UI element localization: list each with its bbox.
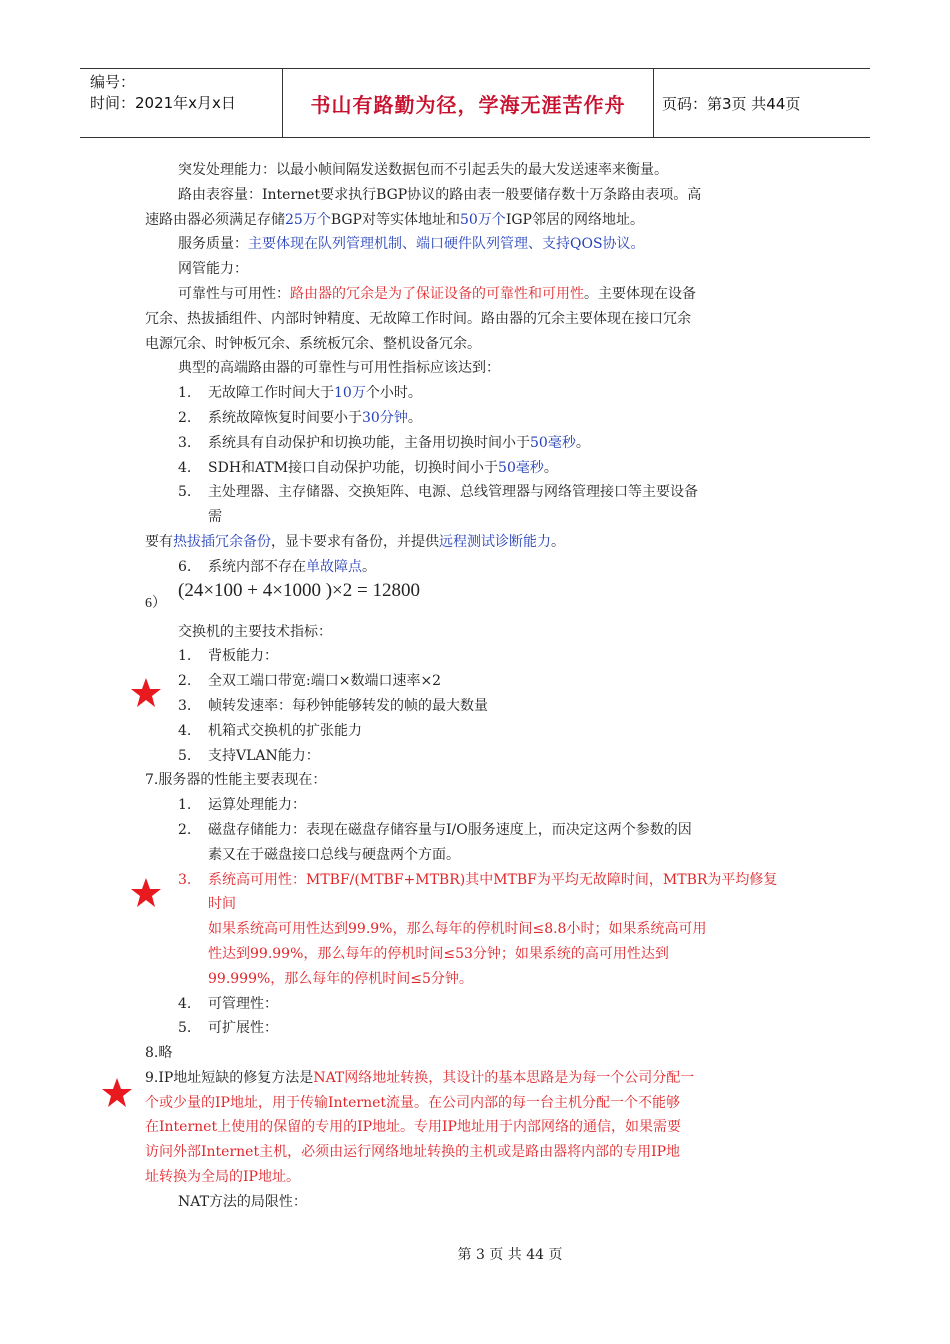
list-item: 3. 帧转发速率：每秒钟能够转发的帧的最大数量 [178,697,488,714]
header-motto-cell [283,69,654,137]
list-item: 5. 主处理器、主存储器、交换矩阵、电源、总线管理器与网络管理接口等主要设备 [178,484,698,501]
number-label: 编号： [90,73,136,91]
text-line: 网管能力： [178,261,248,278]
formula-label: 6） [145,595,166,611]
list-item-continuation: 时间 [208,896,236,913]
list-item: 5. 可扩展性： [178,1020,278,1037]
text-line: 要有热拔插冗余备份，显卡要求有备份，并提供远程测试诊断能力。 [145,533,565,550]
star-icon [101,1077,133,1109]
time-label: 时间：2021年x月x日 [90,94,236,112]
document-body [145,158,810,1215]
star-icon [130,877,162,909]
text-line: 冗余、热拔插组件、内部时钟精度、无故障工作时间。路由器的冗余主要体现在接口冗余 [145,310,691,327]
text-line: 可靠性与可用性：路由器的冗余是为了保证设备的可靠性和可用性。主要体现在设备 [178,285,696,302]
list-item: 4. 可管理性： [178,995,278,1012]
header-page-cell [654,69,870,137]
text-line: NAT方法的局限性： [178,1193,307,1210]
section-heading: 8.略 [145,1045,173,1062]
formula-line [145,580,810,620]
section-heading: 7.服务器的性能主要表现在： [145,772,327,789]
list-item-continuation: 素又在于磁盘接口总线与硬盘两个方面。 [208,846,460,863]
formula-expression: (24×100 + 4×1000 )×2 = 12800 [178,579,420,601]
motto: 书山有路勤为径，学海无涯苦作舟 [310,92,626,117]
list-item-continuation: 需 [208,509,222,526]
list-item: 3. 系统高可用性：MTBF/(MTBF+MTBR)其中MTBF为平均无故障时间，MTBR为平均修复 [178,871,778,888]
text-line: 服务质量：主要体现在队列管理机制、端口硬件队列管理、支持QOS协议。 [178,236,645,253]
list-item: 1. 运算处理能力： [178,797,306,814]
text-line: 路由表容量：Internet要求执行BGP协议的路由表一般要储存数十万条路由表项。高 [178,186,702,203]
page-header [80,68,870,138]
list-item: 2. 系统故障恢复时间要小于30分钟。 [178,409,422,426]
text-line: 突发处理能力：以最小帧间隔发送数据包而不引起丢失的最大发送速率来衡量。 [178,162,668,178]
text-line: 在Internet上使用的保留的专用的IP地址。专用IP地址用于内部网络的通信，如果需要 [145,1119,681,1136]
text-line: 交换机的主要技术指标： [178,623,332,640]
text-line: 址转换为全局的IP地址。 [145,1169,300,1186]
page-footer: 第 3 页 共 44 页 [457,1247,563,1263]
text-line: 99.999%，那么每年的停机时间≤5分钟。 [208,970,473,987]
text-line: 电源冗余、时钟板冗余、系统板冗余、整机设备冗余。 [145,335,481,352]
list-item: 2. 磁盘存储能力：表现在磁盘存储容量与I/O服务速度上，而决定这两个参数的因 [178,821,692,838]
text-line: 性达到99.99%，那么每年的停机时间≤53分钟；如果系统的高可用性达到 [208,945,669,962]
list-item: 1. 背板能力： [178,648,278,665]
text-line: 访问外部Internet主机，必须由运行网络地址转换的主机或是路由器将内部的专用IP地 [145,1144,681,1161]
text-line: 典型的高端路由器的可靠性与可用性指标应该达到： [178,360,500,377]
text-line: 速路由器必须满足存储25万个BGP对等实体地址和50万个IGP邻居的网络地址。 [145,211,644,228]
list-item: 6. 系统内部不存在单故障点。 [178,558,376,575]
list-item: 4. 机箱式交换机的扩张能力 [178,722,362,739]
list-item: 5. 支持VLAN能力： [178,747,320,764]
header-meta-cell [80,69,283,137]
page-info: 页码：第3页 共44页 [662,94,801,113]
text-line: 如果系统高可用性达到99.9%，那么每年的停机时间≤8.8小时；如果系统高可用 [208,921,707,938]
text-line: 个或少量的IP地址，用于传输Internet流量。在公司内部的每一台主机分配一个不能够 [145,1094,681,1111]
list-item: 4. SDH和ATM接口自动保护功能，切换时间小于50毫秒。 [178,459,558,476]
list-item: 2. 全双工端口带宽:端口×数端口速率×2 [178,673,442,690]
list-item: 1. 无故障工作时间大于10万个小时。 [178,385,422,402]
list-item: 3. 系统具有自动保护和切换功能，主备用切换时间小于50毫秒。 [178,434,590,451]
section-heading: 9.IP地址短缺的修复方法是NAT网络地址转换，其设计的基本思路是为每一个公司分配一 [145,1069,695,1086]
star-icon [130,677,162,709]
